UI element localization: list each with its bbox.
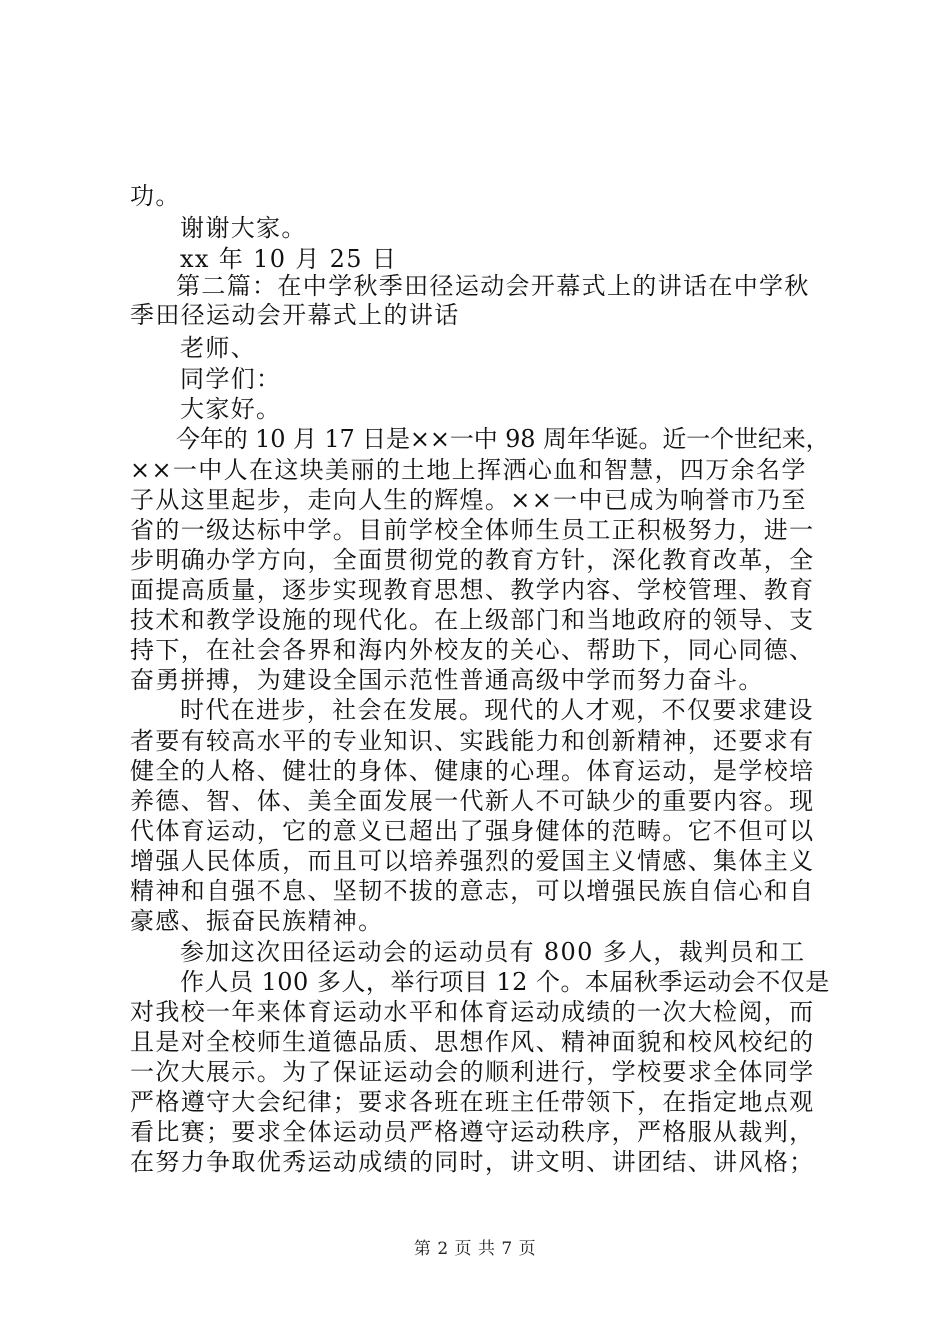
page-footer: 第 2 页 共 7 页 [413,1239,537,1259]
paragraph-line: 面提高质量，逐步实现教育思想、教学内容、学校管理、教育 [130,576,815,604]
paragraph-line: 步明确办学方向，全面贯彻党的教育方针，深化教育改革，全 [130,546,815,574]
paragraph-line: 奋勇拼搏，为建设全国示范性普通高级中学而努力奋斗。 [130,666,764,694]
salutation-line: 同学们： [180,365,282,393]
paragraph-line: 省的一级达标中学。目前学校全体师生员工正积极努力，进一 [130,516,815,544]
paragraph-line: 精神和自强不息、坚韧不拔的意志，可以增强民族自信心和自 [130,877,815,905]
greeting-line: 大家好。 [180,395,282,423]
paragraph-line: 时代在进步，社会在发展。现代的人才观，不仅要求建设 [180,696,814,724]
section-heading-continued: 季田径运动会开幕式上的讲话 [130,301,460,329]
paragraph-line: 增强人民体质，而且可以培养强烈的爱国主义情感、集体主义 [130,847,815,875]
paragraph-line: 技术和教学设施的现代化。在上级部门和当地政府的领导、支 [130,606,815,634]
text-line: 谢谢大家。 [180,214,307,242]
paragraph-line: 健全的人格、健壮的身体、健康的心理。体育运动，是学校培 [130,757,815,785]
paragraph-line: 持下，在社会各界和海内外校友的关心、帮助下，同心同德、 [130,636,815,664]
paragraph-line: 在努力争取优秀运动成绩的同时，讲文明、讲团结、讲风格； [130,1148,815,1176]
paragraph-line: 者要有较高水平的专业知识、实践能力和创新精神，还要求有 [130,727,815,755]
paragraph-line: 代体育运动，它的意义已超出了强身健体的范畴。它不但可以 [130,817,815,845]
paragraph-line: 作人员 100 多人，举行项目 12 个。本届秋季运动会不仅是 [180,968,830,996]
paragraph-line: 参加这次田径运动会的运动员有 800 多人，裁判员和工 [180,938,806,966]
date-line: xx 年 10 月 25 日 [180,245,398,273]
text-line: 功。 [130,182,181,210]
salutation-line: 老师、 [180,334,257,362]
paragraph-line: 今年的 10 月 17 日是××一中 98 周年华诞。近一个世纪来， [176,425,830,453]
paragraph-line: 养德、智、体、美全面发展一代新人不可缺少的重要内容。现 [130,787,815,815]
section-heading: 第二篇：在中学秋季田径运动会开幕式上的讲话在中学秋 [176,272,810,300]
paragraph-line: 严格遵守大会纪律；要求各班在班主任带领下，在指定地点观 [130,1088,815,1116]
paragraph-line: 一次大展示。为了保证运动会的顺利进行，学校要求全体同学 [130,1058,815,1086]
paragraph-line: ××一中人在这块美丽的土地上挥洒心血和智慧，四万余名学 [130,456,807,484]
paragraph-line: 且是对全校师生道德品质、思想作风、精神面貌和校风校纪的 [130,1028,815,1056]
paragraph-line: 对我校一年来体育运动水平和体育运动成绩的一次大检阅，而 [130,998,815,1026]
paragraph-line: 豪感、振奋民族精神。 [130,907,384,935]
paragraph-line: 子从这里起步，走向人生的辉煌。××一中已成为响誉市乃至 [130,486,807,514]
paragraph-line: 看比赛；要求全体运动员严格遵守运动秩序，严格服从裁判， [130,1118,815,1146]
